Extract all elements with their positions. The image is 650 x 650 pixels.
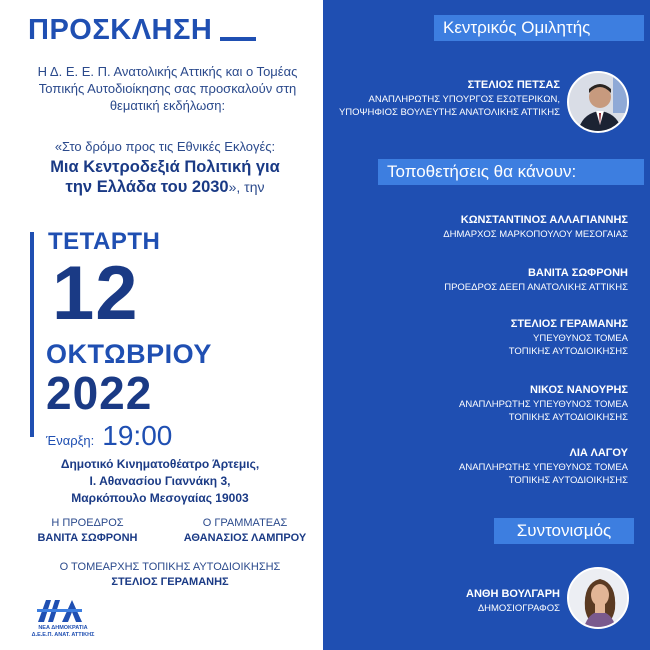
event-quote: «Στο δρόμο προς τις Εθνικές Εκλογές:	[54, 139, 276, 154]
headline-tail: », την	[228, 179, 265, 195]
panel-speaker-name: ΝΙΚΟΣ ΝΑΝΟΥΡΗΣ	[530, 384, 628, 396]
panel-speaker-name: ΛΙΑ ΛΑΓΟΥ	[569, 447, 628, 459]
headline-line-1: Μια Κεντροδεξιά Πολιτική για	[50, 158, 280, 176]
title-row	[28, 14, 256, 47]
logo-line-2: Δ.Ε.Ε.Π. ΑΝΑΤ. ΑΤΤΙΚΗΣ	[31, 632, 95, 638]
headline-line-2: την Ελλάδα του 2030	[65, 178, 229, 196]
event-headline	[10, 157, 320, 197]
date-accent-bar	[30, 232, 34, 437]
start-label: Έναρξη:	[46, 433, 95, 448]
panel-speaker-name: ΚΩΝΣΤΑΝΤΙΝΟΣ ΑΛΛΑΓΙΑΝΝΗΣ	[460, 214, 628, 226]
panel-speaker-role-2: ΤΟΠΙΚΗΣ ΑΥΤΟΔΙΟΙΚΗΣΗΣ	[508, 346, 628, 357]
panel-speaker-role: ΑΝΑΠΛΗΡΩΤΗΣ ΥΠΕΥΘΥΝΟΣ ΤΟΜΕΑ	[459, 462, 628, 473]
keynote-name: ΣΤΕΛΙΟΣ ΠΕΤΣΑΣ	[467, 79, 560, 91]
signature-name: ΣΤΕΛΙΟΣ ΓΕΡΑΜΑΝΗΣ	[111, 576, 229, 588]
logo-text	[28, 625, 98, 639]
panel-speaker-role: ΑΝΑΠΛΗΡΩΤΗΣ ΥΠΕΥΘΥΝΟΣ ΤΟΜΕΑ	[459, 399, 628, 410]
panel-speaker-role: ΥΠΕΥΘΥΝΟΣ ΤΟΜΕΑ	[533, 333, 628, 344]
signature-name: ΑΘΑΝΑΣΙΟΣ ΛΑΜΠΡΟΥ	[183, 532, 307, 544]
moderator-role: ΔΗΜΟΣΙΟΓΡΑΦΟΣ	[477, 603, 560, 614]
moderator-name: ΑΝΘΗ ΒΟΥΛΓΑΡΗ	[466, 588, 560, 600]
event-date-number: 12	[52, 251, 139, 336]
panel-speaker	[509, 317, 628, 358]
panel-speaker-role-2: ΤΟΠΙΚΗΣ ΑΥΤΟΔΙΟΙΚΗΣΗΣ	[508, 412, 628, 423]
left-panel	[0, 0, 323, 650]
event-year: 2022	[46, 367, 153, 419]
party-logo-icon	[28, 598, 98, 644]
signature-role: Ο ΤΟΜΕΑΡΧΗΣ ΤΟΠΙΚΗΣ ΑΥΤΟΔΙΟΙΚΗΣΗΣ	[59, 561, 281, 573]
moderator-header: Συντονισμός	[494, 518, 634, 544]
signature-name: ΒΑΝΙΤΑ ΣΩΦΡΟΝΗ	[37, 532, 138, 544]
keynote-role-2: ΥΠΟΨΗΦΙΟΣ ΒΟΥΛΕΥΤΗΣ ΑΝΑΤΟΛΙΚΗΣ ΑΤΤΙΚΗΣ	[338, 107, 560, 118]
page-title: ΠΡΟΣΚΛΗΣΗ	[28, 14, 213, 46]
panel-speaker-role: ΠΡΟΕΔΡΟΣ ΔΕΕΠ ΑΝΑΤΟΛΙΚΗΣ ΑΤΤΙΚΗΣ	[444, 282, 628, 293]
venue-line-1: Δημοτικό Κινηματοθέατρο Άρτεμις,	[60, 457, 260, 471]
title-underline	[220, 37, 256, 41]
start-time: 19:00	[102, 420, 173, 451]
panel-speaker-name: ΒΑΝΙΤΑ ΣΩΦΡΟΝΗ	[527, 267, 628, 279]
panel-speaker	[444, 266, 628, 294]
intro-text: Η Δ. Ε. Ε. Π. Ανατολικής Αττικής και ο Τομέας Τοπικής Αυτοδιοίκησης σας προσκαλούν στη θεματική εκδήλωση:	[37, 64, 298, 113]
signature-president	[20, 516, 155, 546]
signature-role: Ο ΓΡΑΜΜΑΤΕΑΣ	[202, 517, 288, 529]
event-day: ΤΕΤΑΡΤΗ	[48, 228, 161, 255]
moderator	[466, 587, 560, 615]
moderator-photo-icon	[567, 567, 629, 629]
panel-speaker	[459, 446, 628, 487]
venue-line-2: Ι. Αθανασίου Γιαννάκη 3,	[89, 474, 231, 488]
keynote-speaker-photo-icon	[567, 71, 629, 133]
venue-address	[40, 456, 280, 507]
signature-role: Η ΠΡΟΕΔΡΟΣ	[51, 517, 124, 529]
keynote-header: Κεντρικός Ομιλητής	[434, 15, 644, 41]
panel-header: Τοποθετήσεις θα κάνουν:	[378, 159, 644, 185]
start-time-row	[46, 420, 172, 452]
logo-mark	[34, 598, 89, 624]
venue-line-3: Μαρκόπουλο Μεσογαίας 19003	[71, 491, 249, 505]
keynote-speaker	[339, 78, 560, 119]
panel-speaker	[443, 213, 628, 241]
event-month: ΟΚΤΩΒΡΙΟΥ	[46, 339, 212, 369]
signature-sector-head	[20, 560, 320, 590]
panel-speaker-role-2: ΤΟΠΙΚΗΣ ΑΥΤΟΔΙΟΙΚΗΣΗΣ	[508, 475, 628, 486]
panel-speaker	[459, 383, 628, 424]
panel-speaker-role: ΔΗΜΑΡΧΟΣ ΜΑΡΚΟΠΟΥΛΟΥ ΜΕΣΟΓΑΙΑΣ	[443, 229, 628, 240]
signature-secretary	[170, 516, 320, 546]
panel-speaker-name: ΣΤΕΛΙΟΣ ΓΕΡΑΜΑΝΗΣ	[510, 318, 628, 330]
keynote-role-1: ΑΝΑΠΛΗΡΩΤΗΣ ΥΠΟΥΡΓΟΣ ΕΣΩΤΕΡΙΚΩΝ,	[368, 94, 560, 105]
logo-line-1: ΝΕΑ ΔΗΜΟΚΡΑΤΙΑ	[38, 625, 88, 631]
